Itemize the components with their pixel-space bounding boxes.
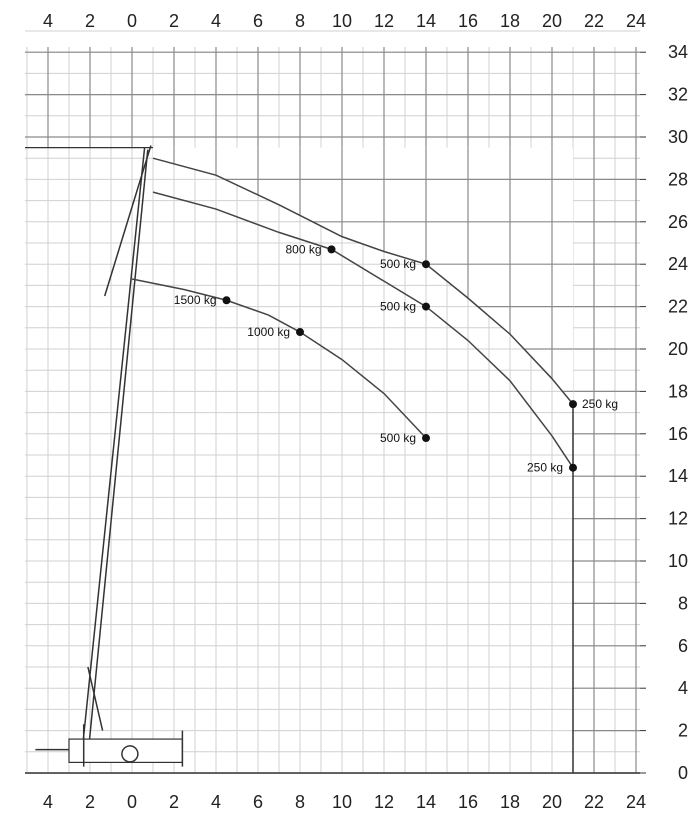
y-tick-label: 4	[677, 678, 688, 699]
y-axis-right	[640, 42, 688, 783]
load-point	[296, 328, 304, 336]
y-tick-label: 34	[667, 42, 688, 63]
y-tick-label: 2	[677, 720, 688, 741]
x-tick-label: 4	[210, 792, 222, 812]
x-tick-label: 18	[499, 11, 521, 31]
x-tick-label: 4	[210, 11, 222, 31]
x-tick-label: 2	[168, 11, 180, 31]
y-tick-label: 10	[667, 551, 688, 571]
x-tick-label: 16	[457, 792, 479, 812]
x-tick-label: 8	[294, 792, 306, 812]
x-tick-label: 22	[583, 11, 605, 31]
load-point-label: 500 kg	[379, 299, 416, 314]
x-tick-label: 20	[541, 792, 563, 812]
load-point-label: 1500 kg	[173, 293, 217, 308]
x-tick-label: 14	[415, 792, 437, 812]
load-point	[569, 400, 577, 408]
x-tick-label: 4	[42, 792, 54, 812]
y-tick-label: 8	[677, 593, 688, 614]
load-point-label: 1000 kg	[247, 325, 290, 340]
x-tick-label: 12	[373, 792, 395, 812]
y-tick-label: 32	[667, 84, 688, 105]
x-tick-label: 24	[625, 11, 647, 31]
x-tick-label: 0	[126, 792, 138, 812]
x-tick-label: 10	[331, 792, 353, 812]
y-tick-label: 0	[677, 763, 688, 783]
load-point-label: 500 kg	[379, 431, 416, 446]
x-tick-label: 6	[252, 11, 264, 31]
x-tick-label: 18	[499, 792, 521, 812]
x-tick-label: 2	[168, 792, 180, 812]
load-point	[422, 434, 430, 442]
y-tick-label: 16	[667, 423, 688, 444]
y-tick-label: 24	[667, 254, 688, 275]
x-tick-label: 10	[331, 11, 353, 31]
y-tick-label: 18	[667, 381, 688, 402]
x-axis-top	[43, 11, 646, 31]
y-tick-label: 26	[667, 211, 688, 232]
y-tick-label: 22	[667, 296, 688, 317]
x-axis-bottom	[43, 792, 646, 812]
x-tick-label: 16	[457, 11, 479, 31]
load-point-label: 250 kg	[526, 460, 563, 475]
y-tick-label: 20	[667, 339, 688, 359]
load-point-label: 500 kg	[379, 257, 416, 272]
x-tick-label: 0	[126, 11, 138, 31]
y-tick-label: 12	[667, 508, 688, 529]
load-point	[223, 296, 231, 304]
x-tick-label: 6	[252, 792, 264, 812]
y-tick-label: 6	[677, 635, 688, 656]
x-tick-label: 8	[294, 11, 306, 31]
load-point	[328, 245, 336, 253]
x-tick-label: 20	[541, 11, 563, 31]
load-point	[422, 303, 430, 311]
load-point	[569, 464, 577, 472]
x-tick-label: 2	[84, 11, 96, 31]
load-point	[422, 260, 430, 268]
x-tick-label: 12	[373, 11, 395, 31]
y-tick-label: 28	[667, 169, 688, 190]
x-tick-label: 4	[42, 11, 54, 31]
x-tick-label: 14	[415, 11, 437, 31]
y-tick-label: 14	[667, 466, 688, 487]
x-tick-label: 24	[625, 792, 647, 812]
load-point-label: 800 kg	[285, 242, 322, 257]
x-tick-label: 22	[583, 792, 605, 812]
wheel	[122, 746, 138, 762]
load-point-label: 250 kg	[582, 397, 619, 412]
y-tick-label: 30	[667, 127, 688, 147]
x-tick-label: 2	[84, 792, 96, 812]
